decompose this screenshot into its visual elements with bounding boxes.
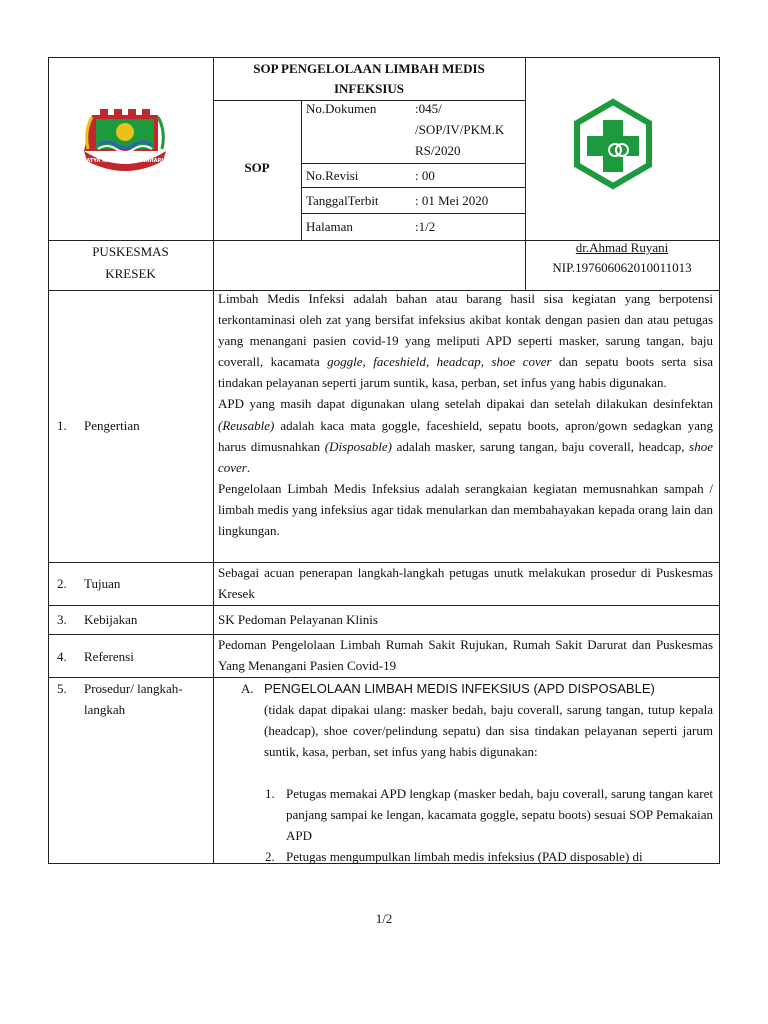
paragraph: APD yang masih dapat digunakan ulang setelah dipakai dan setelah dilakukan desinfektan (Reusable) adalah kaca mata goggle, faceshield, sepatu boots, apron/gown sedagkan yang harus dimusnahkan (Disposable) adalah masker, sarung tangan, baju coverall, headcap, shoe cover.: [218, 396, 713, 475]
divider: [301, 100, 302, 240]
document-title-line2: INFEKSIUS: [333, 81, 405, 96]
section-number: 5.: [57, 681, 67, 696]
section-2-body: [218, 562, 713, 604]
section-number: 2.: [57, 576, 67, 591]
meta-value-page: :1/2: [415, 219, 436, 234]
section-4-body: [218, 634, 713, 676]
step-text: [286, 783, 713, 846]
regency-logo-icon: [80, 105, 170, 180]
sub-a-heading: PENGELOLAAN LIMBAH MEDIS INFEKSIUS (APD DISPOSABLE): [264, 681, 655, 696]
paragraph: Petugas memakai APD lengkap (masker bedah, baju coverall, sarung tangan karet panjang sampai ke lengan, kacamata goggle, sepatu boots) sesuai SOP Pemakaian APD: [286, 786, 713, 844]
meta-label-revision: No.Revisi: [306, 168, 359, 183]
puskesmas-name-line1: PUSKESMAS: [92, 244, 169, 259]
divider: [301, 187, 525, 188]
document-title-line1: SOP PENGELOLAAN LIMBAH MEDIS: [253, 61, 485, 76]
puskesmas-name-line2: KRESEK: [105, 266, 156, 281]
section-title-line2: langkah: [84, 702, 126, 717]
sop-label: SOP: [244, 160, 270, 175]
step-text: Petugas mengumpulkan limbah medis infeksius (PAD disposable) di: [286, 849, 643, 864]
section-number: 3.: [57, 612, 67, 627]
meta-label-page: Halaman: [306, 219, 353, 234]
paragraph: (tidak dapat dipakai ulang: masker bedah, baju coverall, sarung tangan, tutup kepala (headcap), shoe cover/pelindung sepatu) dan sisa tindakan pelayanan seperti jarum suntik, kasa, perban, set infus yang habis digunakan:: [264, 702, 713, 760]
paragraph: Sebagai acuan penerapan langkah-langkah petugas unutk melakukan prosedur di Puskesmas Kresek: [218, 565, 713, 602]
section-title: Kebijakan: [84, 612, 138, 627]
meta-label-document-number: No.Dokumen: [306, 101, 377, 116]
step-number: 1.: [265, 786, 275, 801]
section-title: Referensi: [84, 649, 134, 664]
paragraph: Pengelolaan Limbah Medis Infeksius adalah serangkaian kegiatan memusnahkan sampah / limbah medis yang infeksius agar tidak menularkan dan membahayakan kepada orang lain dan lingkungan.: [218, 480, 713, 539]
section-title-line1: Prosedur/ langkah-: [84, 681, 183, 696]
divider: [301, 213, 525, 214]
signatory-name: dr.Ahmad Ruyani: [575, 240, 669, 255]
sub-a-label: A.: [241, 681, 254, 696]
divider: [301, 163, 525, 164]
meta-value-document-number-2: /SOP/IV/PKM.K: [415, 122, 505, 137]
section-1-body: [218, 288, 713, 541]
section-title: Pengertian: [84, 418, 140, 433]
meta-value-document-number-3: RS/2020: [415, 143, 461, 158]
section-title: Tujuan: [84, 576, 121, 591]
signatory-nip: NIP.197606062010011013: [552, 260, 692, 275]
table-border-left: [48, 57, 49, 863]
section-number: 1.: [57, 418, 67, 433]
page-number: 1/2: [375, 911, 393, 926]
paragraph: Limbah Medis Infeksi adalah bahan atau barang hasil sisa kegiatan yang berpotensi terkontaminasi oleh zat yang bersifat infeksius akibat kontak dengan pasien dan atau petugas yang menangani pasien covid-19 yang meliputi APD seperti masker, sarung tangan, baju coverall, kacamata goggle, faceshield, headcap, shoe cover dan sepatu boots serta sisa tindakan pelayanan seperti jarum suntik, kasa, perban, set infus yang habis digunakan.: [218, 291, 714, 391]
meta-value-revision: : 00: [415, 168, 435, 183]
logo-motto: SATYA KARYA KERTA RAHARJA: [82, 158, 168, 164]
step-number: 2.: [265, 849, 275, 864]
section-3-body: SK Pedoman Pelayanan Klinis: [218, 612, 378, 627]
meta-label-issue-date: TanggalTerbit: [306, 193, 379, 208]
puskesmas-logo-icon: [567, 98, 659, 190]
meta-value-document-number-1: :045/: [415, 101, 442, 116]
table-border-right: [719, 57, 720, 863]
meta-value-issue-date: : 01 Mei 2020: [415, 193, 489, 208]
section-number: 4.: [57, 649, 67, 664]
divider: [48, 605, 720, 606]
paragraph: Pedoman Pengelolaan Limbah Rumah Sakit Rujukan, Rumah Sakit Darurat dan Puskesmas Yang Menangani Pasien Covid-19: [218, 637, 713, 674]
sub-a-text: [264, 699, 713, 762]
